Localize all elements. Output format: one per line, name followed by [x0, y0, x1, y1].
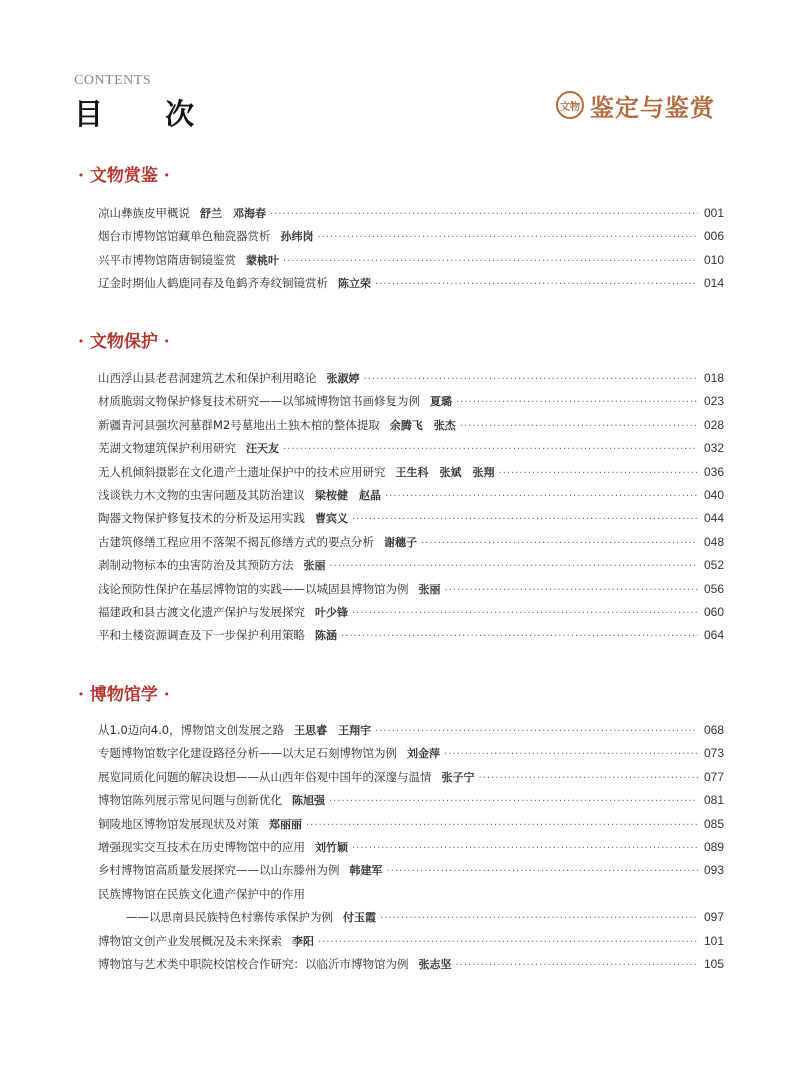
toc-entry-title: 平和土楼资源调查及下一步保护利用策略 — [98, 628, 305, 643]
toc-entry-authors: 谢穗子 — [384, 535, 417, 549]
section-title-artifact-protection: · 文物保护 · — [78, 332, 170, 352]
toc-entry-title: 铜陵地区博物馆发展现状及对策 — [98, 816, 259, 831]
toc-entry[interactable] — [98, 839, 724, 862]
toc-entry-authors: 李阳 — [292, 934, 314, 948]
toc-entry-page: 077 — [703, 769, 724, 784]
toc-dot-leader — [385, 491, 698, 502]
toc-dot-leader — [283, 444, 698, 455]
toc-dot-leader — [306, 820, 698, 831]
toc-entry[interactable] — [98, 510, 724, 533]
toc-entry[interactable] — [98, 627, 724, 650]
toc-dot-leader — [352, 843, 698, 854]
toc-dot-leader — [479, 773, 698, 784]
toc-dot-leader — [341, 631, 698, 642]
toc-entry-authors: 陈涵 — [315, 629, 337, 643]
toc-entry-page: 052 — [703, 558, 724, 573]
toc-entry-authors: 叶少锋 — [315, 605, 348, 619]
toc-entry-title: 福建政和县古渡文化遗产保护与发展探究 — [98, 604, 305, 619]
toc-entry-page: 036 — [703, 464, 724, 479]
section-entries-artifact-protection — [98, 370, 724, 651]
toc-dot-leader — [364, 374, 698, 385]
toc-entry-page: 014 — [703, 276, 724, 291]
toc-dot-leader — [456, 397, 698, 408]
toc-dot-leader — [270, 209, 698, 220]
toc-entry-page: 018 — [703, 371, 724, 385]
toc-entry-page: 010 — [703, 252, 724, 267]
toc-entry[interactable] — [98, 417, 724, 440]
toc-entry-page: 068 — [703, 723, 724, 737]
toc-entry-page: 048 — [703, 534, 724, 549]
toc-entry-page: 001 — [703, 206, 724, 220]
toc-entry[interactable] — [98, 792, 724, 815]
toc-entry-title: 陶器文物保护修复技术的分析及运用实践 — [98, 511, 305, 526]
toc-entry-page: 064 — [703, 628, 724, 643]
toc-entry-title: 新疆青河县强坎河墓群M2号墓地出土独木棺的整体提取 — [98, 417, 380, 432]
toc-entry-page: 089 — [703, 839, 724, 854]
toc-dot-leader — [283, 256, 698, 267]
toc-entry-page: 032 — [703, 441, 724, 456]
toc-entry-title: 博物馆与艺术类中职院校馆校合作研究：以临沂市博物馆为例 — [98, 956, 409, 971]
toc-entry-page: 006 — [703, 229, 724, 244]
toc-entry-title: 无人机倾斜摄影在文化遗产土遗址保护中的技术应用研究 — [98, 464, 386, 479]
toc-dot-leader — [352, 608, 698, 619]
logo-text: 鉴定与鉴赏 — [590, 92, 715, 122]
toc-entry[interactable] — [98, 862, 724, 885]
toc-entry[interactable] — [98, 722, 724, 745]
toc-entry-authors: 王思睿 王翔宇 — [294, 724, 372, 737]
toc-entry-authors: 曹宾义 — [315, 512, 348, 526]
toc-dot-leader — [318, 232, 698, 243]
toc-entry-title: 芜湖文物建筑保护利用研究 — [98, 441, 236, 456]
toc-dot-leader — [318, 937, 698, 948]
toc-entry-title: 专题博物馆数字化建设路径分析——以大足石刻博物馆为例 — [98, 746, 397, 761]
section-title-museology: · 博物馆学 · — [78, 685, 170, 705]
toc-entry-title: ——以思南县民族特色村寨传承保护为例 — [126, 910, 333, 925]
toc-entry-authors: 刘竹颖 — [315, 840, 348, 854]
toc-entry-authors: 王生科 张斌 张翔 — [395, 465, 495, 479]
page-title: 目 次 — [74, 97, 221, 131]
toc-dot-leader — [499, 468, 698, 479]
toc-entry-page: 081 — [703, 793, 724, 808]
toc-entry-authors: 舒兰 邓海春 — [200, 207, 266, 220]
toc-entry[interactable] — [98, 370, 724, 393]
toc-entry-authors: 张志坚 — [418, 957, 452, 971]
toc-entry-title: 剥制动物标本的虫害防治及其预防方法 — [98, 558, 294, 573]
toc-entry-title: 山西浮山县老君洞建筑艺术和保护利用略论 — [98, 371, 317, 385]
toc-entry-title: 浅论预防性保护在基层博物馆的实践——以城固县博物馆为例 — [98, 581, 409, 596]
toc-entry[interactable] — [98, 769, 724, 792]
toc-dot-leader — [330, 561, 698, 572]
toc-entry-authors: 夏璐 — [430, 395, 452, 409]
toc-entry-authors: 张淑婷 — [326, 372, 360, 385]
section-entries-artifact-appreciation — [98, 205, 724, 299]
toc-entry[interactable] — [98, 604, 724, 627]
toc-entry-page: 044 — [703, 511, 724, 526]
toc-entry-authors: 蒙桃叶 — [246, 253, 279, 267]
toc-entry-title: 浅谈铁力木文物的虫害问题及其防治建议 — [98, 487, 305, 502]
toc-entry[interactable] — [98, 581, 724, 604]
toc-entry-page: 093 — [703, 863, 724, 878]
toc-entry[interactable] — [98, 909, 724, 932]
contents-label: CONTENTS — [74, 73, 152, 88]
toc-entry-authors: 梁桉健 赵晶 — [315, 488, 381, 502]
toc-entry-page: 105 — [703, 956, 724, 971]
toc-entry-authors: 张丽 — [303, 559, 326, 573]
toc-entry-title: 兴平市博物馆隋唐铜镜鉴赏 — [98, 252, 236, 267]
toc-dot-leader — [375, 726, 698, 737]
toc-entry-page: 040 — [703, 487, 724, 502]
toc-dot-leader — [375, 279, 698, 290]
toc-dot-leader — [329, 796, 698, 807]
toc-entry[interactable] — [98, 886, 724, 909]
toc-entry-authors: 付玉霞 — [343, 911, 376, 925]
toc-dot-leader — [460, 421, 698, 432]
journal-logo — [556, 84, 728, 126]
toc-entry-authors: 郑丽丽 — [269, 817, 302, 831]
toc-entry-authors: 孙纬岗 — [280, 230, 314, 244]
toc-entry[interactable] — [98, 557, 724, 580]
toc-entry[interactable] — [98, 464, 724, 487]
toc-entry-page: 101 — [703, 933, 724, 948]
toc-entry-page: 085 — [703, 816, 724, 831]
toc-entry-authors: 刘金萍 — [407, 747, 440, 761]
toc-entry[interactable] — [98, 228, 724, 251]
toc-entry-page: 028 — [703, 417, 724, 432]
toc-entry-authors: 陈立荣 — [338, 277, 371, 291]
toc-dot-leader — [421, 538, 698, 549]
toc-entry-title: 从1.0迈向4.0，博物馆文创发展之路 — [98, 723, 285, 737]
toc-dot-leader — [352, 514, 698, 525]
toc-entry[interactable] — [98, 440, 724, 463]
toc-entry-title: 材质脆弱文物保护修复技术研究——以邹城博物馆书画修复为例 — [98, 394, 420, 409]
toc-entry-title: 博物馆陈列展示常见问题与创新优化 — [98, 793, 282, 808]
toc-entry-title: 凉山彝族皮甲概说 — [98, 206, 190, 220]
logo-seal-icon: 文物 — [556, 91, 584, 119]
toc-entry-title: 展览同质化问题的解决设想——从山西年俗观中国年的深邃与温情 — [98, 769, 432, 784]
toc-entry-authors: 陈旭强 — [292, 794, 325, 808]
toc-entry-page: 097 — [703, 910, 724, 925]
toc-entry[interactable] — [98, 816, 724, 839]
toc-entry[interactable] — [98, 393, 724, 416]
toc-entry[interactable] — [98, 933, 724, 956]
toc-dot-leader — [387, 866, 698, 877]
toc-entry[interactable] — [98, 745, 724, 768]
toc-entry-title: 民族博物馆在民族文化遗产保护中的作用 — [98, 886, 305, 901]
toc-entry-title: 古建筑修缮工程应用不落架不揭瓦修缮方式的要点分析 — [98, 534, 374, 549]
toc-entry[interactable] — [98, 275, 724, 298]
toc-entry-title: 乡村博物馆高质量发展探究——以山东滕州为例 — [98, 863, 340, 878]
toc-entry[interactable] — [98, 534, 724, 557]
toc-entry-authors: 汪天友 — [246, 442, 279, 456]
toc-entry-authors: 张丽 — [418, 582, 441, 596]
toc-entry[interactable] — [98, 956, 724, 979]
toc-entry-authors: 韩建军 — [349, 864, 383, 878]
toc-entry-title: 博物馆文创产业发展概况及未来探索 — [98, 933, 282, 948]
toc-entry-page: 073 — [703, 746, 724, 761]
toc-entry[interactable] — [98, 205, 724, 228]
toc-dot-leader — [445, 585, 698, 596]
toc-entry[interactable] — [98, 252, 724, 275]
toc-dot-leader — [380, 913, 698, 924]
toc-entry-page: 060 — [703, 604, 724, 619]
toc-entry-page: 023 — [703, 394, 724, 409]
toc-entry-authors: 余腾飞 张杰 — [389, 418, 456, 432]
toc-entry-page: 056 — [703, 581, 724, 596]
toc-entry-title: 烟台市博物馆馆藏单色釉瓷器赏析 — [98, 229, 271, 244]
toc-entry-title: 增强现实交互技术在历史博物馆中的应用 — [98, 839, 305, 854]
toc-entry-authors: 张子宁 — [441, 770, 475, 784]
section-title-artifact-appreciation: · 文物赏鉴 · — [78, 166, 170, 186]
toc-dot-leader — [456, 960, 698, 971]
toc-entry-title: 辽金时期仙人鹤鹿同春及龟鹤齐寿纹铜镜赏析 — [98, 276, 328, 291]
section-entries-museology — [98, 722, 724, 979]
toc-dot-leader — [444, 749, 698, 760]
toc-entry[interactable] — [98, 487, 724, 510]
